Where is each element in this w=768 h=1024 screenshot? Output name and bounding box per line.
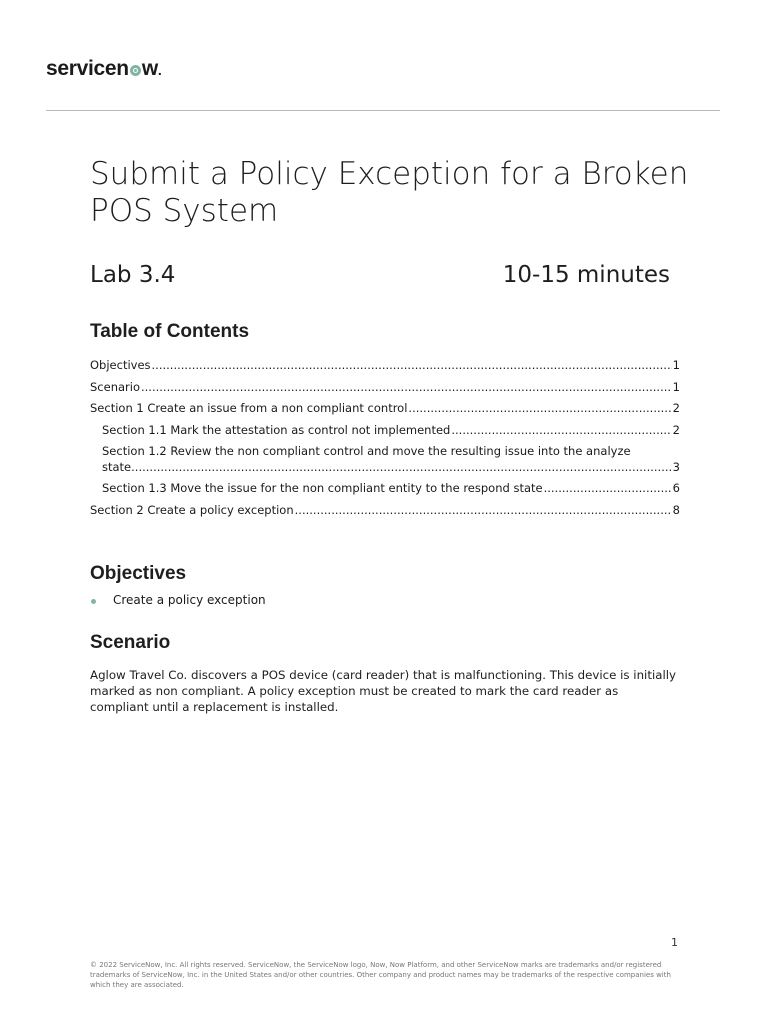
logo-text-suffix: w [141, 57, 158, 80]
toc-entry-objectives[interactable] [90, 355, 680, 377]
toc-entry-label: Section 1.2 Review the non compliant control and move the resulting issue into the analyze [102, 444, 631, 458]
toc-entry-page: 8 [672, 502, 680, 517]
toc-entry-section-1-1[interactable] [90, 420, 680, 442]
toc-heading: Table of Contents [90, 321, 250, 342]
toc-entry-label: Section 1.3 Move the issue for the non compliant entity to the respond state [102, 481, 543, 495]
toc-entry-label: Section 2 Create a policy exception [90, 502, 294, 517]
scenario-heading: Scenario [90, 632, 171, 653]
copyright-notice: © 2022 ServiceNow, Inc. All rights reserved. ServiceNow, the ServiceNow logo, Now, Now Platform, and other ServiceNow marks are trademarks and/or registered trademarks of ServiceNow, Inc. in the United States and/or other countries. Other company and product names may be trademarks of the respective companies with which they are associated. [90, 961, 671, 989]
servicenow-logo [46, 57, 161, 81]
objectives-list [90, 593, 266, 607]
toc-entry-label: Objectives [90, 358, 151, 372]
toc-entry-page: 3 [672, 460, 680, 474]
header-divider [46, 110, 720, 111]
toc-leader [295, 500, 672, 522]
logo-text-prefix: servicen [46, 57, 129, 80]
toc-entry-page: 1 [672, 379, 680, 394]
lab-duration: 10-15 minutes [502, 262, 670, 288]
toc-entry-scenario[interactable] [90, 377, 680, 399]
toc-leader [544, 478, 672, 500]
document-title: Submit a Policy Exception for a Broken POS System [90, 156, 689, 229]
toc-leader [152, 355, 672, 377]
toc-entry-section-2[interactable] [90, 500, 680, 522]
toc-entry-label-continued: state [102, 460, 132, 474]
toc-leader [408, 398, 671, 420]
toc-entry-page: 1 [672, 358, 680, 372]
toc-leader [451, 420, 671, 442]
objectives-heading: Objectives [90, 563, 187, 584]
objective-item: Create a policy exception [90, 593, 266, 607]
logo-o-icon [130, 65, 141, 76]
toc-entry-label: Scenario [90, 379, 140, 394]
page-number: 1 [671, 936, 678, 949]
lab-number: Lab 3.4 [90, 262, 176, 288]
toc-entry-label: Section 1.1 Mark the attestation as control not implemented [102, 422, 451, 437]
toc-entry-section-1-3[interactable] [90, 478, 680, 500]
scenario-paragraph: Aglow Travel Co. discovers a POS device (card reader) that is malfunctioning. This device is initially marked as non compliant. A policy exception must be created to mark the card reader as compliant until a replacement is installed. [90, 668, 676, 714]
toc-entry-page: 2 [672, 422, 680, 437]
toc-entry-section-1-2[interactable] [90, 441, 680, 478]
table-of-contents [90, 355, 680, 521]
toc-entry-page: 2 [672, 401, 680, 415]
toc-entry-section-1[interactable] [90, 398, 680, 420]
logo-dot: . [157, 62, 162, 78]
toc-entry-page: 6 [672, 481, 680, 495]
toc-entry-label: Section 1 Create an issue from a non compliant control [90, 401, 408, 415]
toc-leader [141, 377, 672, 399]
toc-leader [131, 459, 673, 475]
